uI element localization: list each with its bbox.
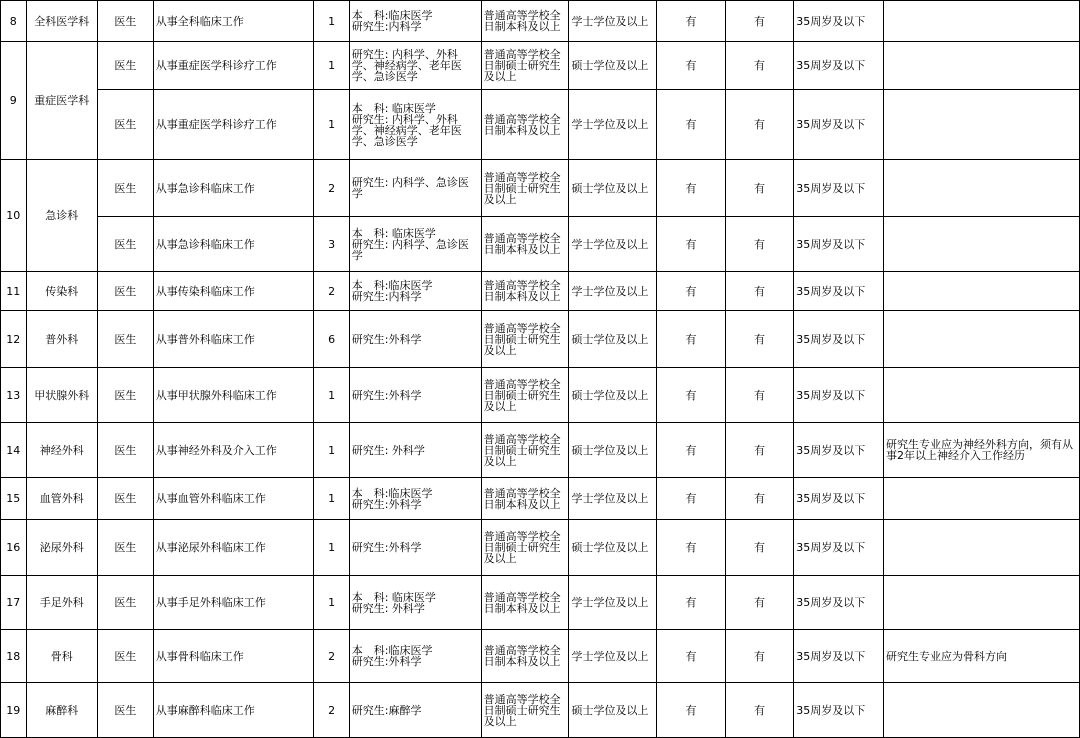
requirement-2-cell: 有 bbox=[725, 630, 793, 683]
requirement-1-cell: 有 bbox=[657, 42, 725, 90]
duty-cell: 从事甲状腺外科临床工作 bbox=[153, 368, 314, 423]
position-cell: 医生 bbox=[97, 423, 153, 478]
duty-cell: 从事神经外科及介入工作 bbox=[153, 423, 314, 478]
position-cell: 医生 bbox=[97, 42, 153, 90]
table-row bbox=[1, 160, 1080, 217]
department-cell: 普外科 bbox=[26, 311, 97, 368]
requirement-2-cell: 有 bbox=[725, 520, 793, 576]
age-cell: 35周岁及以下 bbox=[794, 576, 884, 630]
note-cell bbox=[884, 576, 1080, 630]
department-cell: 泌尿外科 bbox=[26, 520, 97, 576]
duty-cell: 从事手足外科临床工作 bbox=[153, 576, 314, 630]
requirement-2-cell: 有 bbox=[725, 576, 793, 630]
age-cell: 35周岁及以下 bbox=[794, 368, 884, 423]
department-cell: 全科医学科 bbox=[26, 1, 97, 42]
headcount-cell: 1 bbox=[314, 1, 349, 42]
education-cell: 普通高等学校全日制硕士研究生及以上 bbox=[481, 311, 569, 368]
row-number-cell: 10 bbox=[1, 160, 27, 272]
row-number-cell: 17 bbox=[1, 576, 27, 630]
age-cell: 35周岁及以下 bbox=[794, 630, 884, 683]
major-cell: 研究生:外科学 bbox=[349, 520, 481, 576]
requirement-1-cell: 有 bbox=[657, 160, 725, 217]
degree-cell: 硕士学位及以上 bbox=[569, 160, 657, 217]
note-cell bbox=[884, 160, 1080, 217]
headcount-cell: 1 bbox=[314, 423, 349, 478]
major-cell: 研究生:外科学 bbox=[349, 368, 481, 423]
requirement-1-cell: 有 bbox=[657, 683, 725, 738]
position-cell: 医生 bbox=[97, 478, 153, 520]
table-row bbox=[1, 423, 1080, 478]
duty-cell: 从事急诊科临床工作 bbox=[153, 217, 314, 272]
department-cell: 手足外科 bbox=[26, 576, 97, 630]
requirement-2-cell: 有 bbox=[725, 160, 793, 217]
major-cell: 研究生: 内科学、急诊医学 bbox=[349, 160, 481, 217]
note-cell bbox=[884, 217, 1080, 272]
note-cell bbox=[884, 683, 1080, 738]
position-cell: 医生 bbox=[97, 160, 153, 217]
row-number-cell: 8 bbox=[1, 1, 27, 42]
table-row bbox=[1, 478, 1080, 520]
note-cell bbox=[884, 90, 1080, 160]
age-cell: 35周岁及以下 bbox=[794, 217, 884, 272]
age-cell: 35周岁及以下 bbox=[794, 1, 884, 42]
note-cell bbox=[884, 368, 1080, 423]
major-cell: 本 科: 临床医学 研究生: 内科学、急诊医学 bbox=[349, 217, 481, 272]
position-cell: 医生 bbox=[97, 630, 153, 683]
requirement-2-cell: 有 bbox=[725, 42, 793, 90]
table-row bbox=[1, 683, 1080, 738]
row-number-cell: 18 bbox=[1, 630, 27, 683]
note-cell bbox=[884, 478, 1080, 520]
table-row bbox=[1, 90, 1080, 160]
headcount-cell: 6 bbox=[314, 311, 349, 368]
table-row bbox=[1, 630, 1080, 683]
note-cell bbox=[884, 1, 1080, 42]
headcount-cell: 1 bbox=[314, 368, 349, 423]
row-number-cell: 9 bbox=[1, 42, 27, 160]
requirement-2-cell: 有 bbox=[725, 272, 793, 311]
requirement-1-cell: 有 bbox=[657, 272, 725, 311]
duty-cell: 从事全科临床工作 bbox=[153, 1, 314, 42]
headcount-cell: 2 bbox=[314, 160, 349, 217]
duty-cell: 从事传染科临床工作 bbox=[153, 272, 314, 311]
major-cell: 研究生: 外科学 bbox=[349, 423, 481, 478]
major-cell: 研究生: 内科学、外科学、神经病学、老年医学、急诊医学 bbox=[349, 42, 481, 90]
requirement-1-cell: 有 bbox=[657, 368, 725, 423]
position-cell: 医生 bbox=[97, 683, 153, 738]
requirement-1-cell: 有 bbox=[657, 478, 725, 520]
duty-cell: 从事骨科临床工作 bbox=[153, 630, 314, 683]
degree-cell: 学士学位及以上 bbox=[569, 272, 657, 311]
education-cell: 普通高等学校全日制本科及以上 bbox=[481, 576, 569, 630]
department-cell: 血管外科 bbox=[26, 478, 97, 520]
requirement-2-cell: 有 bbox=[725, 90, 793, 160]
row-number-cell: 13 bbox=[1, 368, 27, 423]
degree-cell: 硕士学位及以上 bbox=[569, 683, 657, 738]
degree-cell: 硕士学位及以上 bbox=[569, 42, 657, 90]
major-cell: 本 科:临床医学 研究生:外科学 bbox=[349, 478, 481, 520]
table-row bbox=[1, 520, 1080, 576]
department-cell: 麻醉科 bbox=[26, 683, 97, 738]
table-row bbox=[1, 272, 1080, 311]
major-cell: 本 科:临床医学 研究生:内科学 bbox=[349, 1, 481, 42]
age-cell: 35周岁及以下 bbox=[794, 42, 884, 90]
education-cell: 普通高等学校全日制硕士研究生及以上 bbox=[481, 42, 569, 90]
education-cell: 普通高等学校全日制本科及以上 bbox=[481, 478, 569, 520]
education-cell: 普通高等学校全日制硕士研究生及以上 bbox=[481, 368, 569, 423]
duty-cell: 从事急诊科临床工作 bbox=[153, 160, 314, 217]
age-cell: 35周岁及以下 bbox=[794, 160, 884, 217]
table-row bbox=[1, 368, 1080, 423]
requirement-1-cell: 有 bbox=[657, 630, 725, 683]
row-number-cell: 15 bbox=[1, 478, 27, 520]
education-cell: 普通高等学校全日制本科及以上 bbox=[481, 1, 569, 42]
education-cell: 普通高等学校全日制硕士研究生及以上 bbox=[481, 160, 569, 217]
position-cell: 医生 bbox=[97, 217, 153, 272]
duty-cell: 从事血管外科临床工作 bbox=[153, 478, 314, 520]
age-cell: 35周岁及以下 bbox=[794, 683, 884, 738]
duty-cell: 从事普外科临床工作 bbox=[153, 311, 314, 368]
headcount-cell: 1 bbox=[314, 478, 349, 520]
duty-cell: 从事麻醉科临床工作 bbox=[153, 683, 314, 738]
department-cell: 传染科 bbox=[26, 272, 97, 311]
position-cell: 医生 bbox=[97, 576, 153, 630]
duty-cell: 从事重症医学科诊疗工作 bbox=[153, 90, 314, 160]
department-cell: 骨科 bbox=[26, 630, 97, 683]
note-cell: 研究生专业应为神经外科方向，须有从事2年以上神经介入工作经历 bbox=[884, 423, 1080, 478]
table-row bbox=[1, 576, 1080, 630]
requirement-2-cell: 有 bbox=[725, 423, 793, 478]
education-cell: 普通高等学校全日制本科及以上 bbox=[481, 630, 569, 683]
education-cell: 普通高等学校全日制本科及以上 bbox=[481, 272, 569, 311]
education-cell: 普通高等学校全日制硕士研究生及以上 bbox=[481, 683, 569, 738]
requirement-2-cell: 有 bbox=[725, 217, 793, 272]
note-cell bbox=[884, 42, 1080, 90]
requirement-1-cell: 有 bbox=[657, 576, 725, 630]
department-cell: 重症医学科 bbox=[26, 42, 97, 160]
education-cell: 普通高等学校全日制硕士研究生及以上 bbox=[481, 423, 569, 478]
age-cell: 35周岁及以下 bbox=[794, 272, 884, 311]
duty-cell: 从事泌尿外科临床工作 bbox=[153, 520, 314, 576]
position-cell: 医生 bbox=[97, 368, 153, 423]
age-cell: 35周岁及以下 bbox=[794, 90, 884, 160]
major-cell: 本 科:临床医学 研究生:内科学 bbox=[349, 272, 481, 311]
degree-cell: 学士学位及以上 bbox=[569, 478, 657, 520]
degree-cell: 学士学位及以上 bbox=[569, 90, 657, 160]
row-number-cell: 16 bbox=[1, 520, 27, 576]
age-cell: 35周岁及以下 bbox=[794, 520, 884, 576]
table-row bbox=[1, 311, 1080, 368]
row-number-cell: 11 bbox=[1, 272, 27, 311]
requirement-1-cell: 有 bbox=[657, 1, 725, 42]
headcount-cell: 2 bbox=[314, 683, 349, 738]
degree-cell: 学士学位及以上 bbox=[569, 217, 657, 272]
requirement-2-cell: 有 bbox=[725, 368, 793, 423]
degree-cell: 学士学位及以上 bbox=[569, 630, 657, 683]
requirement-1-cell: 有 bbox=[657, 217, 725, 272]
requirement-1-cell: 有 bbox=[657, 90, 725, 160]
position-cell: 医生 bbox=[97, 1, 153, 42]
table-row bbox=[1, 42, 1080, 90]
degree-cell: 硕士学位及以上 bbox=[569, 311, 657, 368]
education-cell: 普通高等学校全日制本科及以上 bbox=[481, 217, 569, 272]
headcount-cell: 1 bbox=[314, 576, 349, 630]
position-cell: 医生 bbox=[97, 90, 153, 160]
degree-cell: 硕士学位及以上 bbox=[569, 520, 657, 576]
headcount-cell: 2 bbox=[314, 630, 349, 683]
major-cell: 研究生:外科学 bbox=[349, 311, 481, 368]
row-number-cell: 14 bbox=[1, 423, 27, 478]
degree-cell: 学士学位及以上 bbox=[569, 1, 657, 42]
degree-cell: 硕士学位及以上 bbox=[569, 423, 657, 478]
position-cell: 医生 bbox=[97, 272, 153, 311]
requirement-2-cell: 有 bbox=[725, 478, 793, 520]
department-cell: 甲状腺外科 bbox=[26, 368, 97, 423]
major-cell: 本 科:临床医学 研究生:外科学 bbox=[349, 630, 481, 683]
headcount-cell: 1 bbox=[314, 520, 349, 576]
table-row bbox=[1, 217, 1080, 272]
degree-cell: 学士学位及以上 bbox=[569, 576, 657, 630]
age-cell: 35周岁及以下 bbox=[794, 423, 884, 478]
requirement-2-cell: 有 bbox=[725, 1, 793, 42]
major-cell: 研究生:麻醉学 bbox=[349, 683, 481, 738]
degree-cell: 硕士学位及以上 bbox=[569, 368, 657, 423]
headcount-cell: 3 bbox=[314, 217, 349, 272]
note-cell bbox=[884, 520, 1080, 576]
department-cell: 急诊科 bbox=[26, 160, 97, 272]
row-number-cell: 12 bbox=[1, 311, 27, 368]
requirement-1-cell: 有 bbox=[657, 520, 725, 576]
row-number-cell: 19 bbox=[1, 683, 27, 738]
table-row bbox=[1, 1, 1080, 42]
requirement-2-cell: 有 bbox=[725, 683, 793, 738]
education-cell: 普通高等学校全日制本科及以上 bbox=[481, 90, 569, 160]
major-cell: 本 科: 临床医学 研究生: 外科学 bbox=[349, 576, 481, 630]
note-cell bbox=[884, 272, 1080, 311]
position-cell: 医生 bbox=[97, 520, 153, 576]
note-cell: 研究生专业应为骨科方向 bbox=[884, 630, 1080, 683]
age-cell: 35周岁及以下 bbox=[794, 311, 884, 368]
requirement-1-cell: 有 bbox=[657, 423, 725, 478]
requirement-1-cell: 有 bbox=[657, 311, 725, 368]
note-cell bbox=[884, 311, 1080, 368]
position-cell: 医生 bbox=[97, 311, 153, 368]
major-cell: 本 科: 临床医学 研究生: 内科学、外科学、神经病学、老年医学、急诊医学 bbox=[349, 90, 481, 160]
headcount-cell: 2 bbox=[314, 272, 349, 311]
headcount-cell: 1 bbox=[314, 90, 349, 160]
duty-cell: 从事重症医学科诊疗工作 bbox=[153, 42, 314, 90]
age-cell: 35周岁及以下 bbox=[794, 478, 884, 520]
education-cell: 普通高等学校全日制硕士研究生及以上 bbox=[481, 520, 569, 576]
requirement-2-cell: 有 bbox=[725, 311, 793, 368]
department-cell: 神经外科 bbox=[26, 423, 97, 478]
headcount-cell: 1 bbox=[314, 42, 349, 90]
